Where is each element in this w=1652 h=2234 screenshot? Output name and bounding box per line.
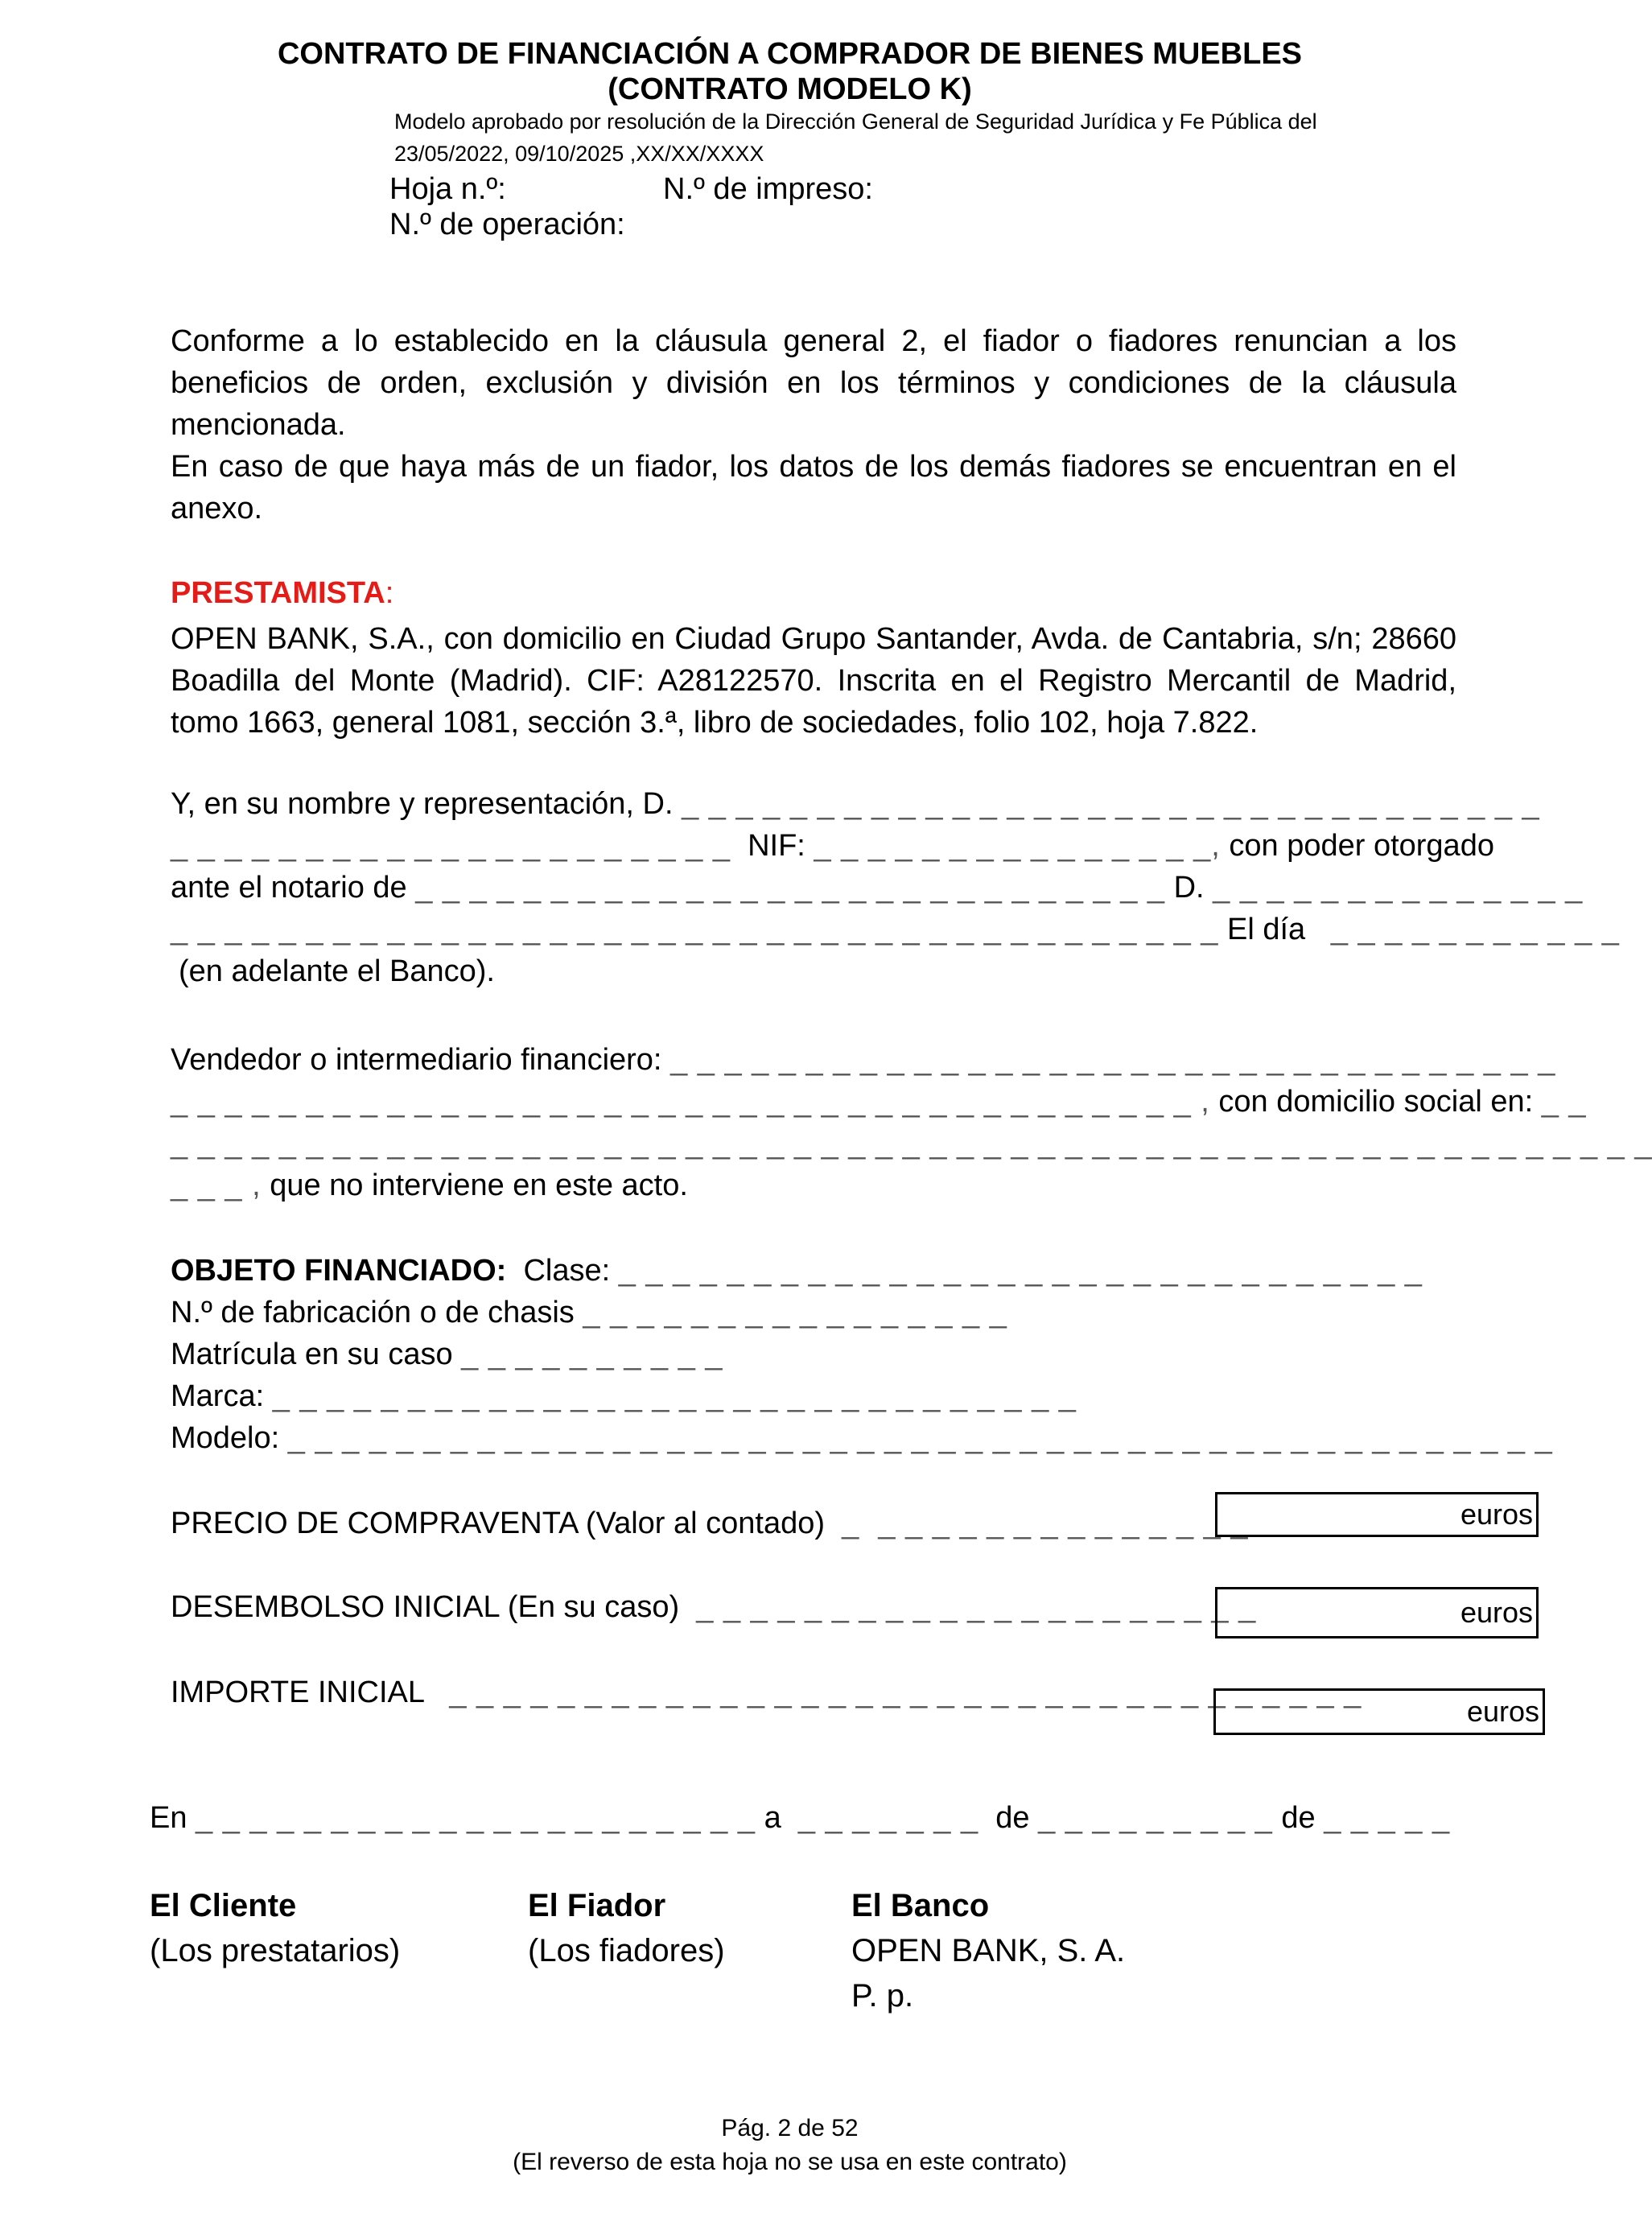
seller-label: Vendedor o intermediario financiero: xyxy=(171,1043,662,1077)
downpayment-label: DESEMBOLSO INICIAL (En su caso) xyxy=(171,1590,680,1624)
operation-number-label: N.º de operación: xyxy=(389,208,625,241)
guarantor-signature-title: El Fiador xyxy=(528,1888,666,1923)
model-blank[interactable]: _ _ _ _ _ _ _ _ _ _ _ _ _ _ _ _ _ _ _ _ _ _ _ _ _ _ _ _ _ _ _ _ _ _ _ _ _ _ _ _ _ _ _ _ _ _ _ xyxy=(287,1421,1553,1455)
seller-name-blank-cont[interactable]: _ _ _ _ _ _ _ _ _ _ _ _ _ _ _ _ _ _ _ _ _ _ _ _ _ _ _ _ _ _ _ _ _ _ _ _ _ _ , xyxy=(171,1085,1210,1119)
initial-amount-leader: _ _ _ _ _ _ _ _ _ _ _ _ _ _ _ _ _ _ _ _ _ _ _ _ _ _ _ _ _ _ _ _ _ _ xyxy=(449,1676,1362,1709)
seller-address-line xyxy=(171,1085,1587,1119)
brand-label: Marca: xyxy=(171,1379,265,1413)
seller-note: que no interviene en este acto. xyxy=(270,1169,688,1202)
seller-address-line2 xyxy=(171,1127,1652,1161)
price-currency: euros xyxy=(1460,1498,1533,1531)
notary-d-label: D. xyxy=(1173,871,1205,905)
plate-label: Matrícula en su caso xyxy=(171,1338,453,1371)
day-blank-date[interactable]: _ _ _ _ _ _ _ xyxy=(797,1801,979,1835)
object-class-label: Clase: xyxy=(523,1254,611,1288)
seller-address-blank-end[interactable]: _ _ _ , xyxy=(171,1169,262,1202)
seller-address-label: con domicilio social en: xyxy=(1218,1085,1534,1119)
bank-definition-note: (en adelante el Banco). xyxy=(179,954,495,988)
place-label: En xyxy=(150,1801,187,1835)
approval-text-line2: 23/05/2022, 09/10/2025 ,XX/XX/XXXX xyxy=(394,142,764,166)
guarantor-signature-subtitle: (Los fiadores) xyxy=(528,1933,725,1968)
sheet-number-label: Hoja n.º: xyxy=(389,172,506,206)
notary-label: ante el notario de xyxy=(171,871,407,905)
client-signature-title: El Cliente xyxy=(150,1888,297,1923)
brand-line xyxy=(171,1379,1077,1414)
notary-name-blank[interactable]: _ _ _ _ _ _ _ _ _ _ _ _ _ _ xyxy=(1213,871,1584,905)
plate-line xyxy=(171,1338,723,1372)
downpayment-currency: euros xyxy=(1460,1596,1533,1629)
bank-signature-name: OPEN BANK, S. A. xyxy=(851,1933,1126,1968)
year-blank[interactable]: _ _ _ _ _ xyxy=(1324,1801,1451,1835)
notary-name-blank-cont[interactable]: _ _ _ _ _ _ _ _ _ _ _ _ _ _ _ _ _ _ _ _ _ _ _ _ _ _ _ _ _ _ _ _ _ _ _ _ _ _ _ xyxy=(171,913,1219,946)
guarantor-waiver-paragraph: Conforme a lo establecido en la cláusula general 2, el fiador o fiadores renuncian a los beneficios de orden, exclusión y división en los términos y condiciones de la cláusula mencionada. xyxy=(171,324,1456,442)
reverse-note: (El reverso de esta hoja no se usa en este contrato) xyxy=(513,2149,1067,2175)
month-blank[interactable]: _ _ _ _ _ _ _ _ _ xyxy=(1038,1801,1273,1835)
initial-amount-line xyxy=(171,1676,1362,1710)
seller-note-line xyxy=(171,1169,688,1203)
chassis-line xyxy=(171,1296,1007,1330)
lender-heading xyxy=(171,576,393,611)
object-label: OBJETO FINANCIADO: xyxy=(171,1254,507,1288)
chassis-blank[interactable]: _ _ _ _ _ _ _ _ _ _ _ _ _ _ _ _ xyxy=(583,1296,1007,1329)
seller-address-blank[interactable]: _ _ xyxy=(1541,1085,1587,1119)
approval-text-line1: Modelo aprobado por resolución de la Dirección General de Seguridad Jurídica y Fe Pública del xyxy=(394,109,1317,134)
object-class-line xyxy=(171,1254,1423,1288)
day-line xyxy=(171,913,1620,947)
year-of-label: de xyxy=(1281,1801,1316,1835)
print-number-label: N.º de impreso: xyxy=(663,172,873,206)
model-label: Modelo: xyxy=(171,1421,280,1455)
document-title: CONTRATO DE FINANCIACIÓN A COMPRADOR DE BIENES MUEBLES xyxy=(277,37,1303,71)
notary-place-blank[interactable]: _ _ _ _ _ _ _ _ _ _ _ _ _ _ _ _ _ _ _ _ _ _ _ _ _ _ _ _ xyxy=(415,871,1166,905)
nif-blank[interactable]: _ _ _ _ _ _ _ _ _ _ _ _ _ _ _, xyxy=(814,829,1221,863)
month-of-label: de xyxy=(995,1801,1030,1835)
seller-address-blank-cont[interactable]: _ _ _ _ _ _ _ _ _ _ _ _ _ _ _ _ _ _ _ _ _ _ _ _ _ _ _ _ _ _ _ _ _ _ _ _ _ _ _ _ _ _ _ _ _ _ _ _ _ _ _ _ _ _ _ xyxy=(171,1127,1652,1160)
price-line xyxy=(171,1507,1249,1541)
seller-name-blank[interactable]: _ _ _ _ _ _ _ _ _ _ _ _ _ _ _ _ _ _ _ _ _ _ _ _ _ _ _ _ _ _ _ _ _ xyxy=(670,1043,1556,1077)
chassis-label: N.º de fabricación o de chasis xyxy=(171,1296,575,1329)
representative-line xyxy=(171,787,1540,822)
initial-amount-label: IMPORTE INICIAL xyxy=(171,1676,424,1709)
nif-line xyxy=(171,829,1494,864)
plate-blank[interactable]: _ _ _ _ _ _ _ _ _ _ xyxy=(461,1338,723,1371)
initial-currency: euros xyxy=(1466,1695,1539,1728)
lender-colon: : xyxy=(385,576,394,610)
brand-blank[interactable]: _ _ _ _ _ _ _ _ _ _ _ _ _ _ _ _ _ _ _ _ _ _ _ _ _ _ _ _ _ _ xyxy=(272,1379,1077,1413)
representative-label: Y, en su nombre y representación, D. xyxy=(171,787,674,821)
representative-name-blank[interactable]: _ _ _ _ _ _ _ _ _ _ _ _ _ _ _ _ _ _ _ _ _ _ _ _ _ _ _ _ _ _ _ _ xyxy=(682,787,1540,821)
representative-name-blank-cont[interactable]: _ _ _ _ _ _ _ _ _ _ _ _ _ _ _ _ _ _ _ _ _ xyxy=(171,829,731,863)
day-of-label: a xyxy=(764,1801,781,1835)
initial-amount-box[interactable] xyxy=(1213,1688,1545,1735)
page-number: Pág. 2 de 52 xyxy=(721,2115,859,2141)
document-subtitle: (CONTRATO MODELO K) xyxy=(608,72,972,106)
price-amount-box[interactable] xyxy=(1215,1492,1539,1537)
price-label: PRECIO DE COMPRAVENTA (Valor al contado) xyxy=(171,1507,826,1540)
day-blank[interactable]: _ _ _ _ _ _ _ _ _ _ _ xyxy=(1330,913,1620,946)
place-date-line xyxy=(150,1801,1450,1836)
price-leader: _ _ _ _ _ _ _ _ _ _ _ _ _ _ _ xyxy=(842,1507,1249,1540)
model-line xyxy=(171,1421,1553,1456)
power-label: con poder otorgado xyxy=(1229,829,1494,863)
bank-signature-pp: P. p. xyxy=(851,1978,914,2013)
bank-signature-title: El Banco xyxy=(851,1888,990,1923)
downpayment-line xyxy=(171,1590,1256,1625)
additional-guarantors-paragraph: En caso de que haya más de un fiador, los datos de los demás fiadores se encuentran en el anexo. xyxy=(171,450,1456,526)
notary-line xyxy=(171,871,1583,905)
downpayment-amount-box[interactable] xyxy=(1215,1587,1539,1638)
seller-line xyxy=(171,1043,1555,1078)
nif-label: NIF: xyxy=(748,829,805,863)
place-blank[interactable]: _ _ _ _ _ _ _ _ _ _ _ _ _ _ _ _ _ _ _ _ _ xyxy=(196,1801,756,1835)
object-class-blank[interactable]: _ _ _ _ _ _ _ _ _ _ _ _ _ _ _ _ _ _ _ _ _ _ _ _ _ _ _ _ _ _ xyxy=(618,1254,1423,1288)
day-label: El día xyxy=(1226,913,1306,946)
client-signature-subtitle: (Los prestatarios) xyxy=(150,1933,401,1968)
lender-details: OPEN BANK, S.A., con domicilio en Ciudad Grupo Santander, Avda. de Cantabria, s/n; 28660 Boadilla del Monte (Madrid). CIF: A28122570. Inscrita en el Registro Mercantil de Madrid, tomo 1663, general 1081, sección 3.ª, libro de sociedades, folio 102, hoja 7.822. xyxy=(171,622,1456,740)
downpayment-leader: _ _ _ _ _ _ _ _ _ _ _ _ _ _ _ _ _ _ _ _ _ xyxy=(696,1590,1257,1624)
lender-label: PRESTAMISTA xyxy=(171,576,385,610)
